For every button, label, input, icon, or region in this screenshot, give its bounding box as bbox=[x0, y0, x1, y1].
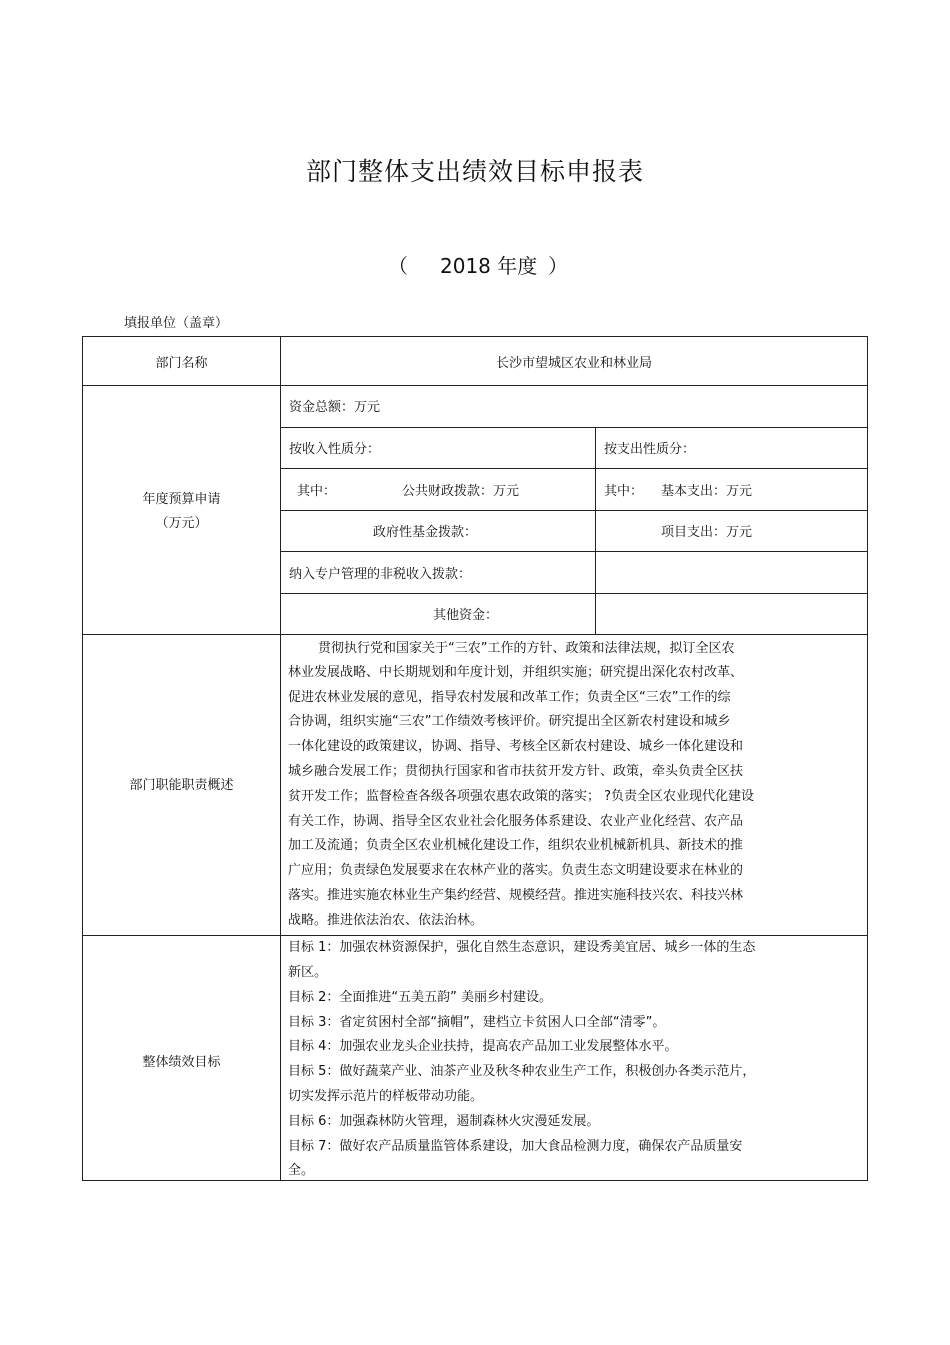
row-divider bbox=[281, 427, 867, 428]
duties-line: 城乡融合发展工作；贯彻执行国家和省市扶贫开发方针、政策，牵头负责全区扶 bbox=[288, 764, 744, 779]
duties-label: 部门职能职责概述 bbox=[129, 778, 234, 793]
duties-line: 贯彻执行党和国家关于“三农”工作的方针、政策和法律法规，拟订全区农 bbox=[318, 641, 735, 656]
duties-line: 加工及流通；负责全区农业机械化建设工作，组织农业机械新机具、新技术的推 bbox=[288, 838, 744, 853]
year-value: 2018 年度 bbox=[440, 254, 538, 278]
row-divider bbox=[281, 593, 867, 594]
by-income-nature: 按收入性质分： bbox=[289, 442, 381, 457]
duties-line: 有关工作，协调、指导全区农业社会化服务体系建设、农业产业化经营、农产品 bbox=[288, 814, 744, 829]
col-divider bbox=[280, 337, 281, 1180]
basic-expense: 基本支出：万元 bbox=[661, 484, 753, 499]
filler-unit-label: 填报单位（盖章） bbox=[124, 316, 229, 331]
goal-line: 全。 bbox=[288, 1163, 315, 1178]
goal-line: 目标 6：加强森林防火管理，遏制森林火灾漫延发展。 bbox=[288, 1114, 600, 1129]
public-finance-appropriation: 公共财政拨款：万元 bbox=[402, 484, 520, 499]
by-expense-nature: 按支出性质分： bbox=[604, 442, 696, 457]
goal-line: 目标 4：加强农业龙头企业扶持，提高农产品加工业发展整体水平。 bbox=[288, 1039, 678, 1054]
budget-label: 年度预算申请 bbox=[142, 492, 221, 507]
goal-line: 目标 2：全面推进“五美五韵” 美丽乡村建设。 bbox=[288, 990, 553, 1005]
goal-line: 目标 1：加强农林资源保护，强化自然生态意识，建设秀美宜居、城乡一体的生态 bbox=[288, 940, 756, 955]
year-close-paren: ） bbox=[548, 254, 568, 278]
project-expense: 项目支出：万元 bbox=[661, 525, 753, 540]
row-divider bbox=[83, 385, 867, 386]
dept-name-label: 部门名称 bbox=[155, 356, 208, 371]
budget-label-unit: （万元） bbox=[155, 516, 208, 531]
goal-line: 切实发挥示范片的样板带动功能。 bbox=[288, 1089, 484, 1104]
budget-col-divider bbox=[595, 427, 596, 634]
total-funds: 资金总额：万元 bbox=[289, 400, 381, 415]
page-title: 部门整体支出绩效目标申报表 bbox=[305, 157, 644, 186]
goal-line: 目标 5：做好蔬菜产业、油茶产业及秋冬种农业生产工作，积极创办各类示范片， bbox=[288, 1064, 756, 1079]
non-tax-income-appropriation: 纳入专户管理的非税收入拨款： bbox=[289, 567, 472, 582]
row-divider bbox=[83, 634, 867, 635]
duties-line: 促进农林业发展的意见，指导农村发展和改革工作；负责全区“三农”工作的综 bbox=[288, 690, 731, 705]
goal-line: 目标 3：省定贫困村全部“摘帽”，建档立卡贫困人口全部“清零”。 bbox=[288, 1015, 666, 1030]
income-of-which: 其中： bbox=[297, 484, 337, 499]
duties-line: 落实。推进实施农林业生产集约经营、规模经营。推进实施科技兴农、科技兴林 bbox=[288, 888, 744, 903]
goal-line: 新区。 bbox=[288, 965, 328, 980]
duties-line: 贫开发工作；监督检查各级各项强农惠农政策的落实； ?负责全区农业现代化建设 bbox=[288, 789, 755, 804]
duties-line: 一体化建设的政策建议，协调、指导、考核全区新农村建设、城乡一体化建设和 bbox=[288, 739, 744, 754]
duties-line: 林业发展战略、中长期规划和年度计划，并组织实施；研究提出深化农村改革、 bbox=[288, 665, 744, 680]
row-divider bbox=[281, 468, 867, 469]
duties-line: 广应用；负责绿色发展要求在农林产业的落实。负责生态文明建设要求在林业的 bbox=[288, 863, 744, 878]
row-divider bbox=[281, 510, 867, 511]
duties-line: 战略。推进依法治农、依法治林。 bbox=[288, 913, 484, 928]
goals-label: 整体绩效目标 bbox=[142, 1055, 221, 1070]
duties-line: 合协调，组织实施“三农”工作绩效考核评价。研究提出全区新农村建设和城乡 bbox=[288, 714, 731, 729]
expense-of-which: 其中： bbox=[604, 484, 644, 499]
goal-line: 目标 7：做好农产品质量监管体系建设，加大食品检测力度，确保农产品质量安 bbox=[288, 1139, 743, 1154]
year-open-paren: （ bbox=[388, 254, 408, 278]
report-year bbox=[0, 250, 950, 280]
gov-fund-appropriation: 政府性基金拨款： bbox=[373, 525, 478, 540]
other-funds: 其他资金： bbox=[433, 608, 499, 623]
dept-name-value: 长沙市望城区农业和林业局 bbox=[495, 356, 652, 371]
row-divider bbox=[281, 551, 867, 552]
performance-table bbox=[82, 336, 868, 1181]
